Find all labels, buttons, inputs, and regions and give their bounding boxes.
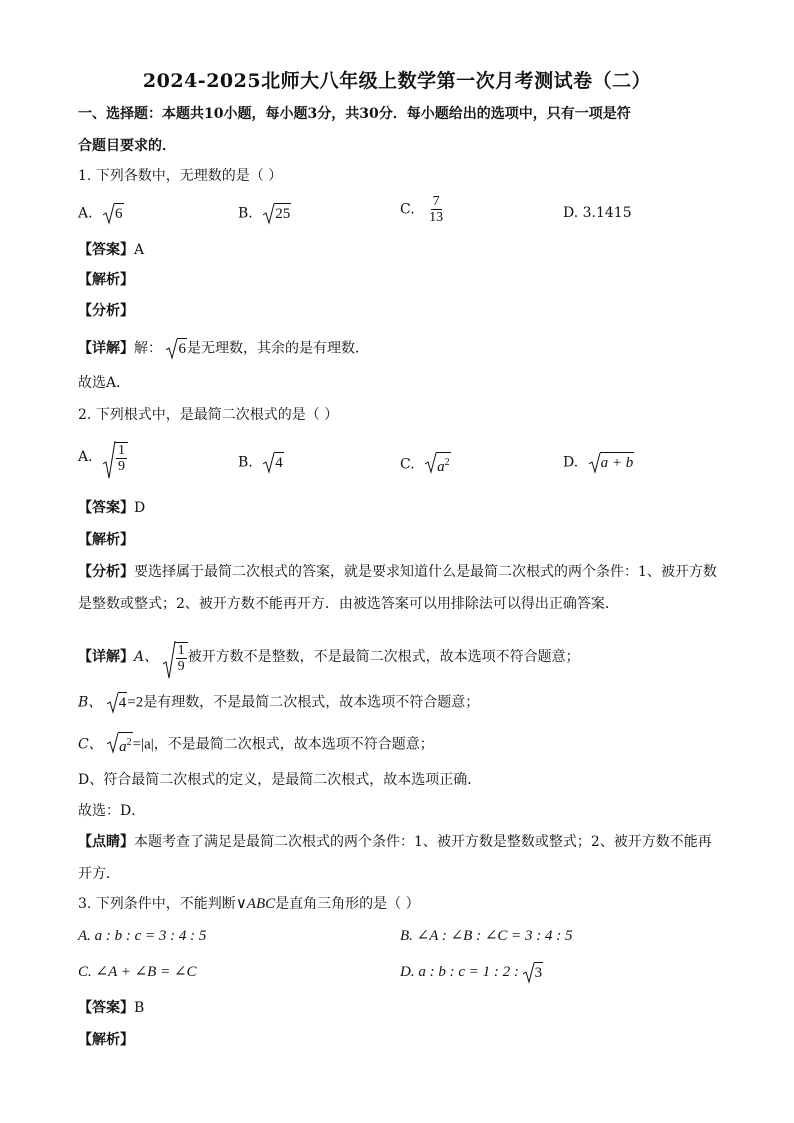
sqrt-symbol [589, 452, 635, 473]
detail-text: C、 [78, 736, 103, 753]
q2-detail-a [78, 640, 580, 674]
sqrt-symbol [103, 203, 124, 224]
q2-analysis-line1 [78, 562, 717, 582]
q2-stem: 2. 下列根式中，是最简二次根式的是（ ） [78, 407, 339, 423]
note-label: 【点睛】 [78, 834, 134, 850]
exponent: 2 [444, 457, 450, 468]
numerator: 7 [432, 194, 440, 209]
section-heading-line2: 合题目要求的． [78, 138, 176, 154]
q3-option-b: B. ∠A : ∠B : ∠C = 3 : 4 : 5 [400, 928, 573, 944]
q2-option-b [238, 452, 284, 473]
detail-text: ，不是最简二次根式，故本选项不符合题意； [153, 736, 434, 753]
q1-option-d: D. 3.1415 [563, 205, 632, 221]
detail-text: A、 [134, 649, 159, 665]
sqrt-symbol [107, 692, 128, 713]
q2-jiexi-label: 【解析】 [78, 532, 134, 548]
radicand: 3 [534, 962, 544, 983]
option-text: D. a : b : c = 1 : 2 : [400, 964, 523, 980]
q1-option-b [238, 203, 291, 224]
answer-value: D [134, 500, 146, 516]
answer-label: 【答案】 [78, 1000, 134, 1016]
sqrt-symbol [263, 452, 284, 473]
radicand: 6 [177, 338, 187, 359]
q3-option-a: A. a : b : c = 3 : 4 : 5 [78, 928, 207, 944]
option-letter: A. [78, 205, 93, 222]
q2-detail-b [78, 692, 479, 713]
radicand: a + b [600, 452, 635, 473]
analysis-text: 要选择属于最简二次根式的答案，就是要求知道什么是最简二次根式的两个条件：1、被开方数 [134, 564, 717, 580]
q3-option-d [400, 962, 543, 983]
exponent: 2 [126, 737, 132, 748]
stem-text: 是直角三角形的是（ ） [275, 896, 420, 912]
q2-note-line1 [78, 832, 712, 852]
radicand: 25 [274, 203, 291, 224]
option-letter: C. [400, 456, 415, 473]
section-heading-line1: 一、选择题：本题共10小题，每小题3分，共30分．每小题给出的选项中，只有一项是符 [78, 106, 631, 122]
fraction [176, 643, 187, 674]
radicand: a [119, 739, 127, 755]
q1-detail [78, 338, 369, 359]
option-letter: B. [238, 205, 253, 222]
analysis-label: 【分析】 [78, 564, 134, 580]
detail-text: =|a| [132, 736, 154, 753]
q1-jiexi-label: 【解析】 [78, 272, 134, 288]
detail-text: B、 [78, 694, 103, 711]
detail-text: 是无理数，其余的是有理数． [186, 340, 369, 357]
q2-detail-c [78, 732, 434, 757]
option-letter: D. [563, 454, 579, 471]
q1-option-c [400, 194, 445, 225]
q1-conclusion: 故选A． [78, 375, 131, 391]
q2-detail-d: D、符合最简二次根式的定义，是最简二次根式，故本选项正确． [78, 772, 482, 788]
q3-stem [78, 894, 420, 914]
answer-value: A [134, 242, 145, 258]
detail-text: 是有理数，不是最简二次根式，故本选项不符合题意； [143, 694, 480, 711]
radicand: 4 [274, 452, 284, 473]
q1-fenxi-label: 【分析】 [78, 303, 134, 319]
sqrt-symbol [166, 338, 187, 359]
sqrt-symbol [107, 732, 133, 757]
detail-text: =2 [127, 694, 144, 711]
fraction [427, 194, 445, 225]
answer-label: 【答案】 [78, 242, 134, 258]
q2-answer [78, 498, 145, 518]
option-letter: C. [400, 201, 415, 218]
fraction [116, 443, 127, 474]
detail-label: 【详解】 [78, 649, 134, 665]
numerator: 1 [177, 643, 185, 658]
detail-label: 【详解】 [78, 340, 134, 357]
denominator: 13 [429, 210, 444, 225]
detail-text: 解： [134, 340, 162, 357]
q2-option-c [400, 452, 451, 477]
q3-jiexi-label: 【解析】 [78, 1032, 134, 1048]
q3-answer [78, 998, 144, 1018]
q2-conclusion: 故选：D． [78, 803, 146, 819]
page-title: 2024-2025北师大八年级上数学第一次月考测试卷（二） [142, 70, 652, 92]
sqrt-symbol [103, 440, 128, 474]
q2-analysis-line2: 是整数或整式；2、被开方数不能再开方．由被选答案可以用排除法可以得出正确答案． [78, 596, 619, 612]
q3-option-c: C. ∠A + ∠B = ∠C [78, 964, 197, 980]
sqrt-symbol [523, 962, 544, 983]
triangle-symbol: ∨ABC [235, 896, 276, 912]
radicand: a [437, 459, 445, 475]
sqrt-symbol [425, 452, 451, 477]
q1-stem: 1. 下列各数中，无理数的是（ ） [78, 168, 283, 184]
denominator: 9 [118, 459, 126, 474]
answer-value: B [134, 1000, 145, 1016]
denominator: 9 [177, 659, 185, 674]
numerator: 1 [118, 443, 126, 458]
stem-text: 3. 下列条件中，不能判断 [78, 896, 236, 912]
radicand: 4 [118, 692, 128, 713]
q2-note-line2: 开方． [78, 866, 120, 882]
answer-label: 【答案】 [78, 500, 134, 516]
detail-text: 被开方数不是整数，不是最简二次根式，故本选项不符合题意； [187, 649, 580, 665]
option-letter: A. [78, 449, 93, 465]
q1-answer [78, 240, 144, 260]
sqrt-symbol [163, 640, 188, 674]
q2-option-a [78, 440, 128, 474]
radicand: 6 [114, 203, 124, 224]
q1-option-a [78, 203, 124, 224]
note-text: 本题考查了满足是最简二次根式的两个条件：1、被开方数是整数或整式；2、被开方数不能再 [134, 834, 712, 850]
sqrt-symbol [263, 203, 291, 224]
option-letter: B. [238, 454, 253, 471]
q2-option-d [563, 452, 634, 473]
